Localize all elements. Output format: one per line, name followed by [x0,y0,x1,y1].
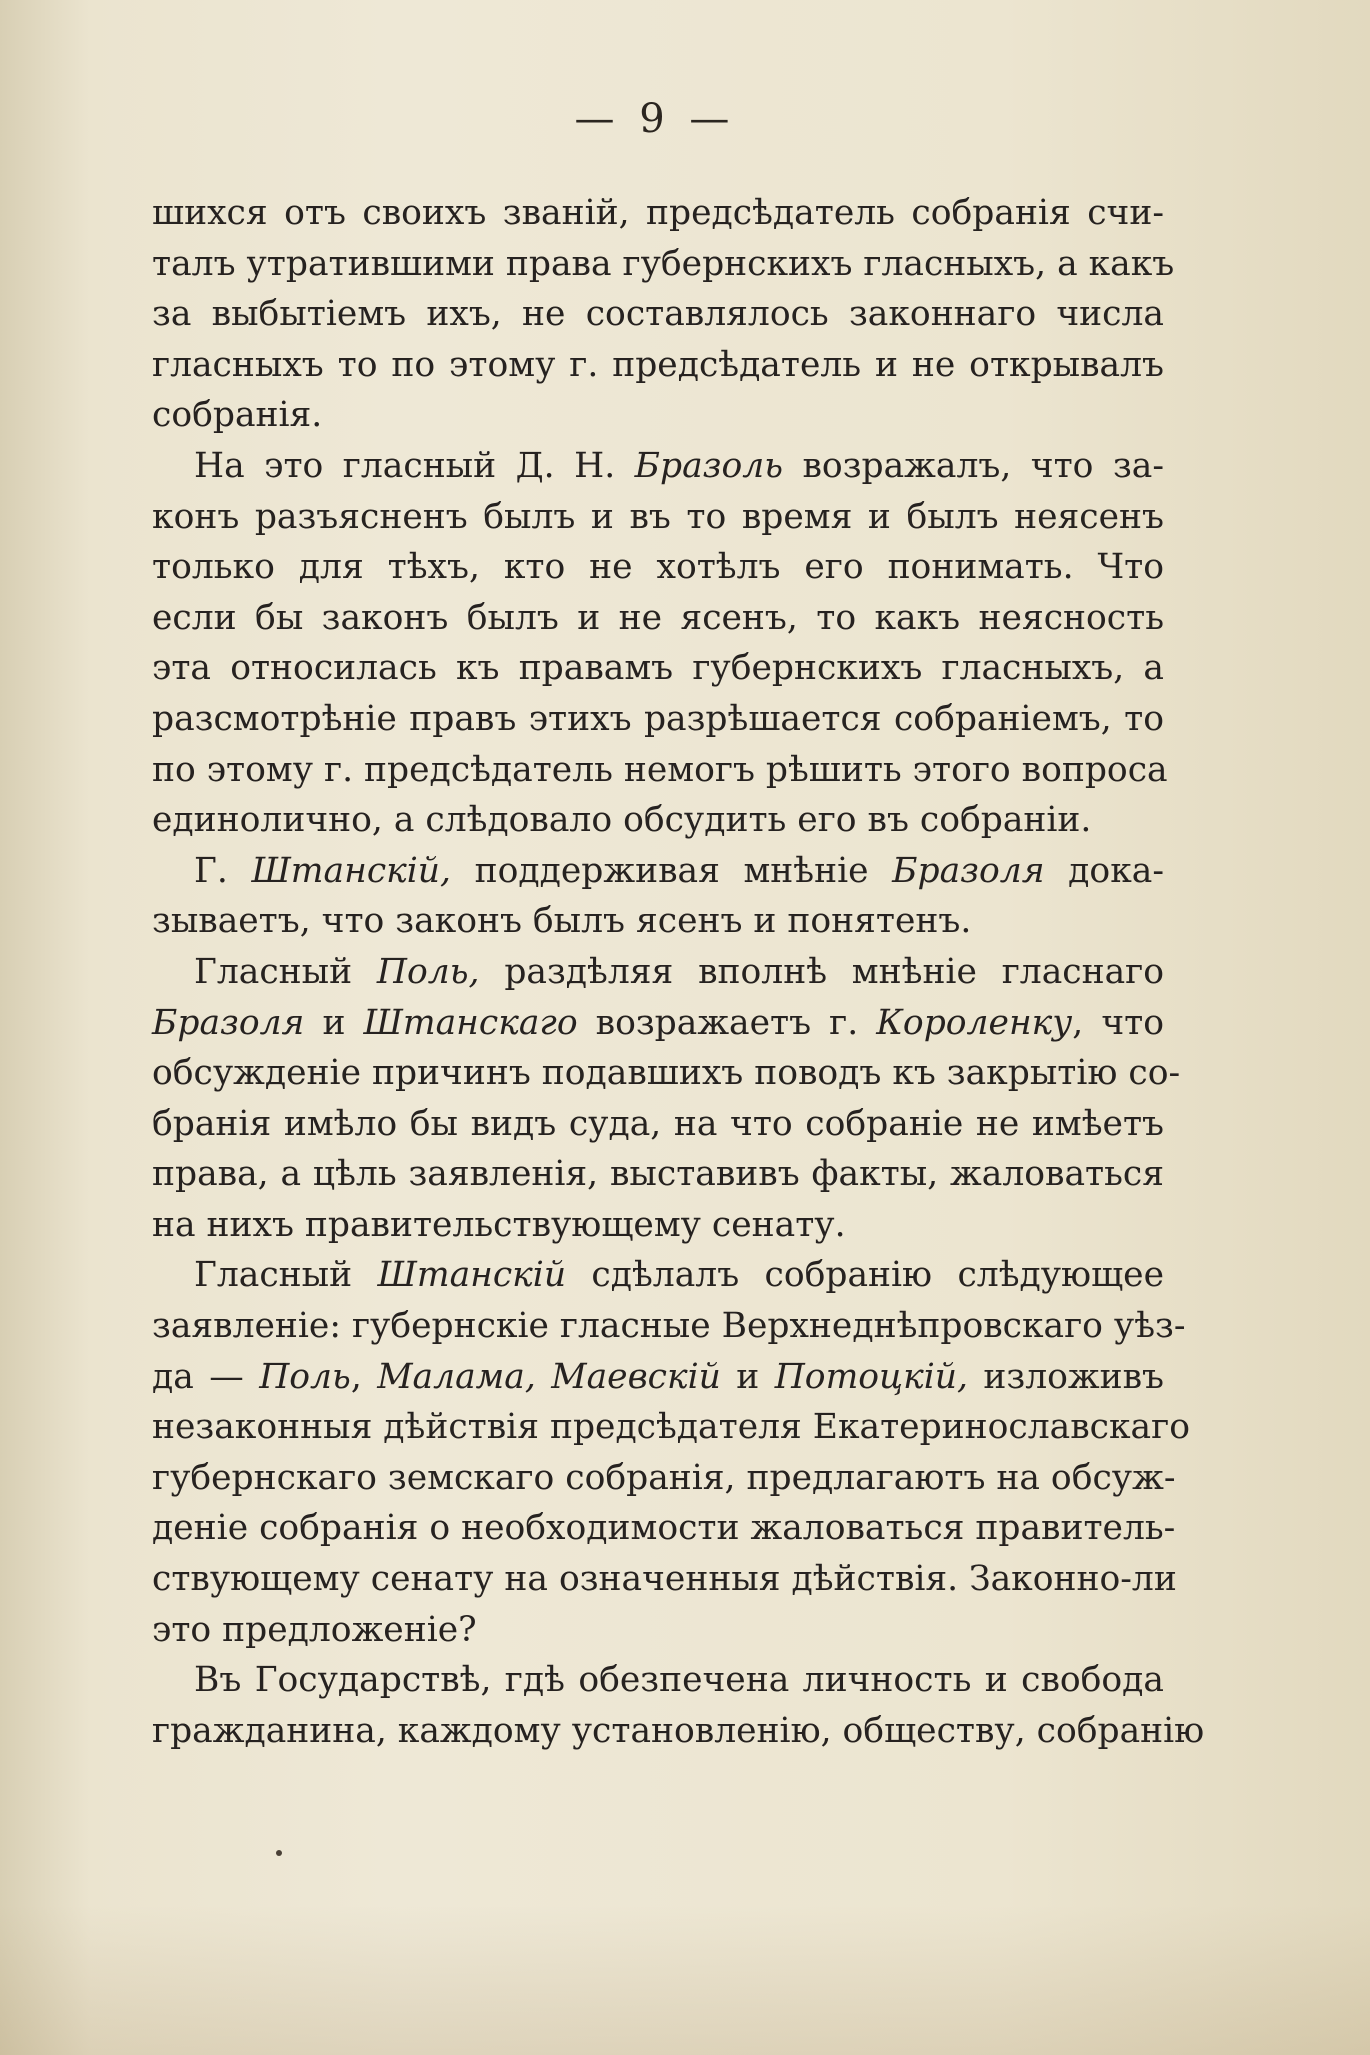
text-segment: , [350,1356,378,1397]
text-line [152,1149,1164,1200]
italic-name: Поль [259,1356,351,1397]
text-line [152,390,1164,441]
text-segment: и [304,1002,364,1043]
text-segment: и [720,1356,775,1397]
text-line [152,1503,1176,1554]
text-line [152,947,1164,998]
text-segment: сдѣлалъ собранію слѣдующее [566,1255,1164,1296]
text-line [152,1200,1164,1251]
text-segment: губернскаго земскаго собранія, предлагаютъ на обсуж- [152,1457,1176,1498]
text-segment: изложивъ [967,1356,1165,1397]
text-line [152,1453,1176,1504]
text-segment: , что [1072,1002,1164,1043]
text-segment: гражданина, каждому установленію, обществу, собранію [152,1710,1205,1751]
text-segment: да — [152,1356,260,1397]
text-segment: возражаетъ г. [577,1002,877,1043]
italic-name: Бразоля [892,850,1045,891]
text-line [152,542,1164,593]
text-segment: только для тѣхъ, кто не хотѣлъ его понимать. Что [152,547,1164,588]
text-line [152,846,1164,897]
body-text [152,188,1205,1756]
text-line [152,1554,1177,1605]
text-segment: это предложеніе? [152,1609,477,1650]
text-segment: Въ Государствѣ, гдѣ обезпечена личность и свобода [194,1660,1164,1701]
text-segment: талъ утратившими права губернскихъ гласныхъ, а какъ [152,243,1175,284]
text-line [152,745,1168,796]
text-segment: бранія имѣло бы видъ суда, на что собраніе не имѣетъ [152,1103,1164,1144]
text-line [152,1402,1190,1453]
italic-name: Бразоль [634,445,784,486]
text-line [152,1048,1181,1099]
text-segment: деніе собранія о необходимости жаловаться правитель- [152,1508,1176,1549]
text-line [152,1301,1186,1352]
italic-name: Штанскій, [251,850,451,891]
text-segment: раздѣляя вполнѣ мнѣніе гласнаго [479,951,1164,992]
italic-name: Малама, [377,1356,536,1397]
text-segment: права, а цѣль заявленія, выставивъ факты, жаловаться [152,1154,1164,1195]
text-line [152,492,1164,543]
text-segment: обсужденіе причинъ подавшихъ поводъ къ закрытію со- [152,1053,1181,1094]
text-line [152,1605,1164,1656]
text-segment: конъ разъясненъ былъ и въ то время и былъ неясенъ [152,496,1164,537]
text-segment: заявленіе: губернскіе гласные Верхнеднѣпровскаго уѣз- [152,1306,1186,1347]
text-line [152,188,1164,239]
text-segment: дока- [1044,850,1164,891]
italic-name: Маевскій [551,1356,721,1397]
text-line [152,643,1164,694]
text-line [152,289,1164,340]
text-segment [536,1357,551,1397]
text-segment: по этому г. предсѣдатель немогъ рѣшить этого вопроса [152,749,1168,790]
text-segment: поддерживая мнѣніе [450,850,893,891]
text-line [152,1250,1164,1301]
text-line [152,998,1164,1049]
text-segment: ствующему сенату на означенныя дѣйствія. Законно-ли [152,1559,1177,1600]
text-segment: шихся отъ своихъ званій, предсѣдатель собранія счи- [152,193,1164,233]
italic-name: Штанскій [377,1255,567,1296]
italic-name: Поль, [376,951,480,992]
italic-name: Потоцкій, [774,1356,968,1397]
text-line [152,340,1164,391]
text-line [152,1352,1164,1403]
text-segment: Гласный [194,1255,378,1296]
text-segment: возражалъ, что за- [783,445,1164,486]
text-line [152,441,1164,492]
italic-name: Короленку [876,1002,1073,1043]
text-segment: если бы законъ былъ и не ясенъ, то какъ неясность [152,597,1164,638]
italic-name: Бразоля [152,1002,305,1043]
text-line [152,1099,1164,1150]
text-segment: незаконныя дѣйствія предсѣдателя Екатеринославскаго [152,1407,1190,1448]
text-line [152,694,1164,745]
text-segment: зываетъ, что законъ былъ ясенъ и понятенъ. [152,901,972,942]
text-line [152,1706,1205,1757]
page-number: — 9 — [574,96,736,142]
text-line [152,239,1175,290]
text-line [152,593,1164,644]
text-line [152,1655,1164,1706]
text-line [152,795,1164,846]
text-segment: На это гласный Д. Н. [194,445,635,486]
text-segment: единолично, а слѣдовало обсудить его въ собраніи. [152,800,1092,841]
text-segment: гласныхъ то по этому г. предсѣдатель и не открывалъ [152,344,1164,385]
text-line [152,896,1164,947]
text-segment: за выбытіемъ ихъ, не составлялось законнаго числа [152,294,1164,335]
text-segment: на нихъ правительствующему сенату. [152,1204,846,1245]
text-segment: Г. [194,850,252,891]
page-shadow [0,1905,1370,2055]
text-segment: эта относилась къ правамъ губернскихъ гласныхъ, а [152,648,1164,689]
text-segment: разсмотрѣніе правъ этихъ разрѣшается собраніемъ, то [152,698,1164,739]
text-segment: Гласный [194,951,377,992]
text-segment: собранія. [152,395,323,436]
ink-speck [276,1850,282,1856]
italic-name: Штанскаго [363,1002,578,1043]
